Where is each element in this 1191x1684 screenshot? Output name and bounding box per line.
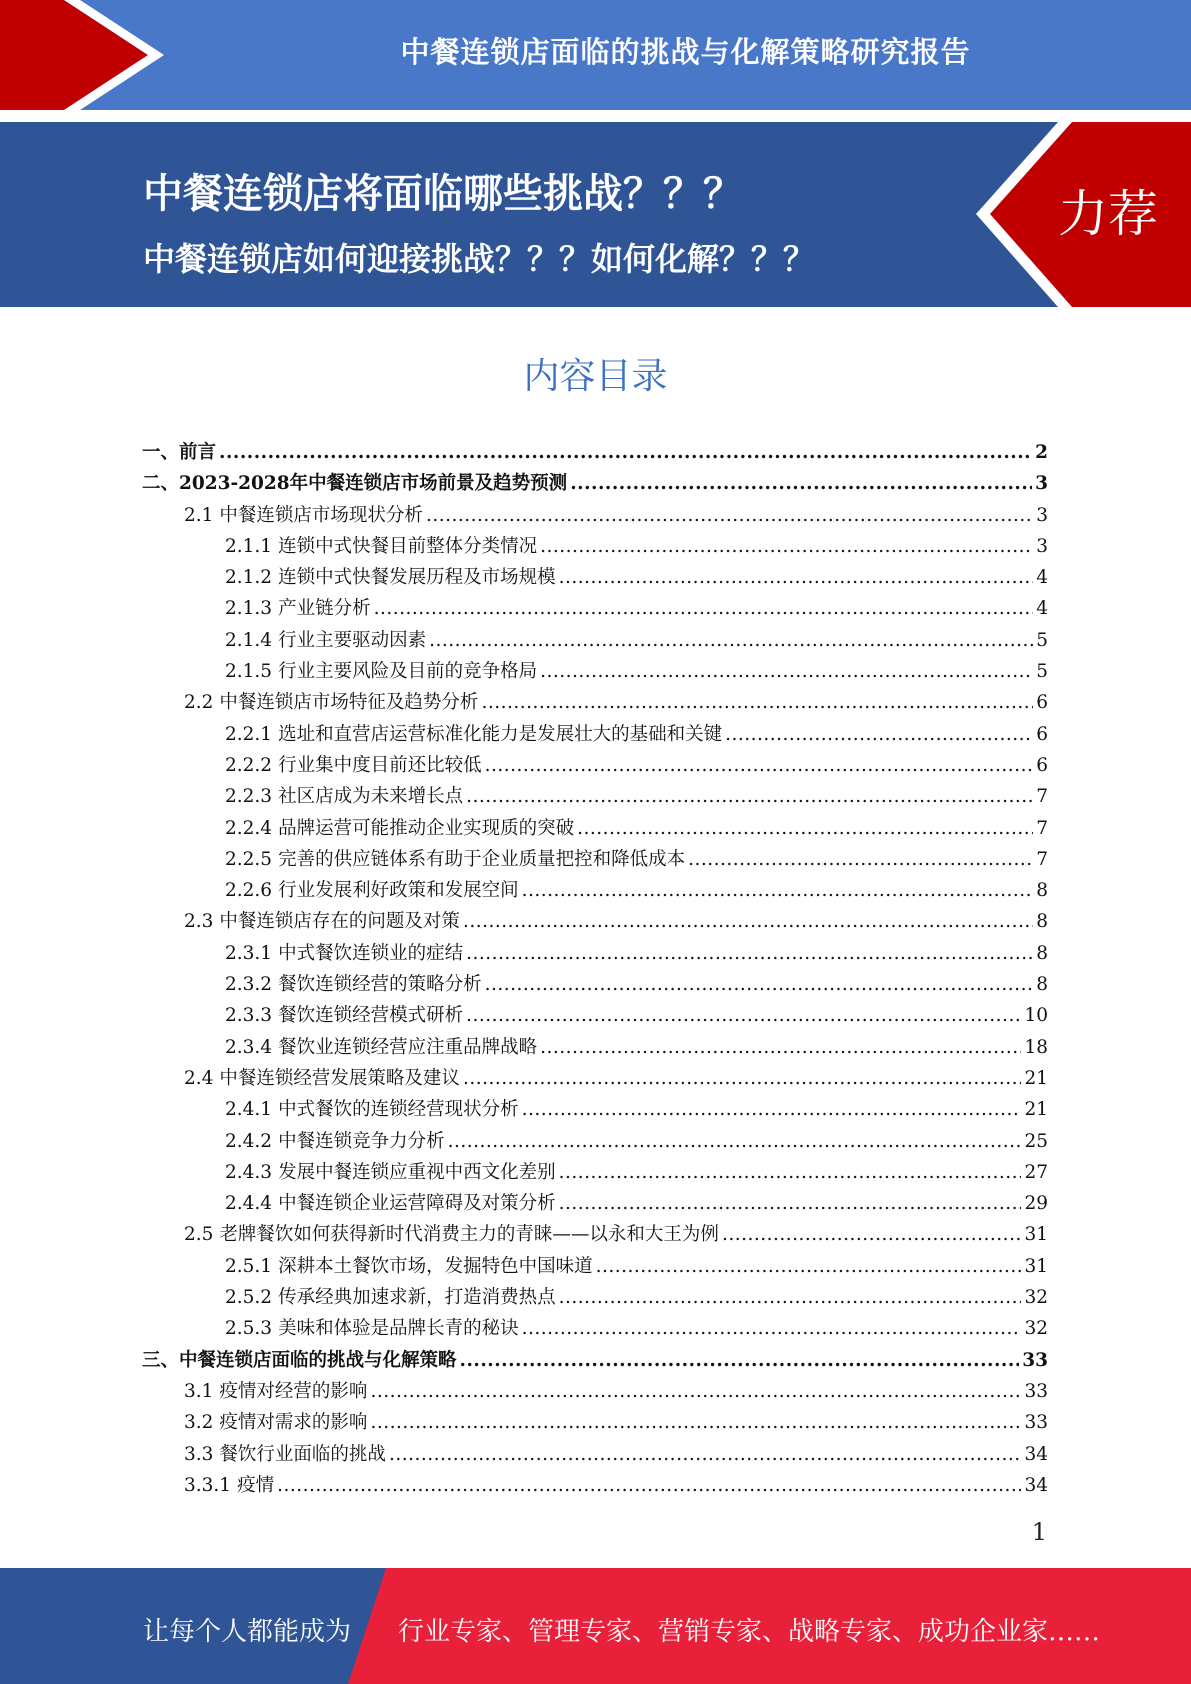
- toc-entry-number: 2.5.1: [225, 1255, 273, 1277]
- toc-entry-label: 餐饮连锁经营模式研析: [278, 1005, 464, 1027]
- toc-leader-dots: [448, 1126, 1022, 1157]
- toc-leader-dots: [559, 562, 1034, 593]
- toc-list: [142, 437, 1048, 1501]
- toc-entry-number: 2.5.3: [225, 1318, 273, 1340]
- toc-leader-dots: [429, 625, 1033, 656]
- toc-entry-label: 餐饮行业面临的挑战: [219, 1443, 386, 1465]
- toc-entry-number: 2.4.3: [225, 1161, 273, 1183]
- toc-entry-page: 33: [1024, 1412, 1048, 1434]
- toc-entry[interactable]: [142, 1126, 1048, 1157]
- toc-entry-label: 连锁中式快餐发展历程及市场规模: [278, 567, 556, 589]
- toc-entry-page: 32: [1024, 1318, 1048, 1340]
- toc-entry[interactable]: [142, 1251, 1048, 1282]
- toc-entry-label: 中餐连锁店存在的问题及对策: [219, 911, 460, 933]
- toc-entry-page: 31: [1024, 1255, 1048, 1277]
- toc-entry-label: 中餐连锁经营发展策略及建议: [219, 1067, 460, 1089]
- toc-entry-number: 2.2.5: [225, 848, 273, 870]
- toc-entry-number: 2.3.2: [225, 974, 273, 996]
- toc-entry-label: 中式餐饮连锁业的症结: [278, 942, 464, 964]
- toc-entry-page: 33: [1024, 1380, 1048, 1402]
- toc-entry-page: 29: [1024, 1193, 1048, 1215]
- toc-entry[interactable]: [142, 875, 1048, 906]
- toc-leader-dots: [540, 656, 1033, 687]
- hero-question-1: 中餐连锁店将面临哪些挑战？？？: [143, 171, 743, 217]
- toc-entry-page: 5: [1036, 629, 1048, 651]
- toc-entry-number: 2.3.3: [225, 1005, 273, 1027]
- toc-entry-label: 完善的供应链体系有助于企业质量把控和降低成本: [278, 848, 686, 870]
- toc-entry-label: 中餐连锁店面临的挑战与化解策略: [179, 1349, 457, 1371]
- toc-entry-label: 中式餐饮的连锁经营现状分析: [278, 1099, 519, 1121]
- toc-entry[interactable]: [142, 1157, 1048, 1188]
- toc-entry[interactable]: [142, 938, 1048, 969]
- toc-entry-page: 4: [1036, 598, 1048, 620]
- toc-entry-label: 美味和体验是品牌长青的秘诀: [278, 1318, 519, 1340]
- toc-entry[interactable]: [142, 1407, 1048, 1438]
- toc-leader-dots: [370, 1376, 1021, 1407]
- toc-entry[interactable]: [142, 1094, 1048, 1125]
- toc-leader-dots: [370, 1407, 1021, 1438]
- hero-banner: [0, 122, 1191, 307]
- toc-entry[interactable]: [142, 1470, 1048, 1501]
- toc-entry[interactable]: [142, 468, 1048, 499]
- toc-leader-dots: [485, 969, 1034, 1000]
- toc-entry-page: 7: [1036, 786, 1048, 808]
- toc-leader-dots: [277, 1470, 1021, 1501]
- toc-entry[interactable]: [142, 593, 1048, 624]
- toc-leader-dots: [522, 1094, 1022, 1125]
- toc-entry-page: 18: [1024, 1036, 1048, 1058]
- toc-entry[interactable]: [142, 750, 1048, 781]
- toc-entry-number: 3.1: [184, 1380, 214, 1402]
- toc-entry-number: 3.2: [184, 1412, 214, 1434]
- toc-entry-page: 7: [1036, 817, 1048, 839]
- toc-entry-number: 2.3.1: [225, 942, 273, 964]
- toc-entry-page: 6: [1036, 754, 1048, 776]
- toc-leader-dots: [481, 687, 1033, 718]
- toc-entry[interactable]: [142, 781, 1048, 812]
- toc-leader-dots: [522, 1313, 1022, 1344]
- toc-entry-label: 行业主要驱动因素: [278, 629, 427, 651]
- toc-entry-label: 传承经典加速求新，打造消费热点: [278, 1287, 556, 1309]
- footer-banner: [0, 1568, 1191, 1684]
- toc-entry-number: 3.3.1: [184, 1474, 232, 1496]
- toc-entry-label: 餐饮业连锁经营应注重品牌战略: [278, 1036, 538, 1058]
- toc-entry-number: 2.1.5: [225, 661, 273, 683]
- toc-leader-dots: [559, 1188, 1022, 1219]
- toc-entry-label: 深耕本土餐饮市场，发掘特色中国味道: [278, 1255, 593, 1277]
- toc-entry-number: 2.4: [184, 1067, 214, 1089]
- toc-entry-label: 餐饮连锁经营的策略分析: [278, 974, 482, 996]
- toc-leader-dots: [559, 1282, 1022, 1313]
- toc-entry[interactable]: [142, 1282, 1048, 1313]
- toc-entry-number: 二、: [142, 473, 180, 495]
- toc-leader-dots: [460, 1345, 1020, 1376]
- toc-entry-page: 8: [1036, 942, 1048, 964]
- toc-entry-number: 三、: [142, 1349, 180, 1371]
- footer-slogan-right: 行业专家、管理专家、营销专家、战略专家、成功企业家……: [398, 1617, 1101, 1647]
- toc-entry-page: 34: [1024, 1474, 1048, 1496]
- toc-entry[interactable]: [142, 531, 1048, 562]
- toc-leader-dots: [485, 750, 1034, 781]
- toc-entry-page: 3: [1036, 535, 1048, 557]
- toc-entry-label: 疫情: [237, 1474, 275, 1496]
- toc-entry-page: 8: [1036, 880, 1048, 902]
- toc-entry[interactable]: [142, 437, 1048, 468]
- toc-leader-dots: [466, 938, 1033, 969]
- toc-entry-number: 2.1.2: [225, 567, 273, 589]
- toc-entry-number: 2.4.4: [225, 1193, 273, 1215]
- toc-entry-page: 6: [1036, 692, 1048, 714]
- toc-entry-label: 老牌餐饮如何获得新时代消费主力的青睐——以永和大王为例: [219, 1224, 719, 1246]
- toc-entry-label: 中餐连锁企业运营障碍及对策分析: [278, 1193, 556, 1215]
- toc-title: 内容目录: [523, 356, 668, 397]
- toc-entry[interactable]: [142, 1439, 1048, 1470]
- toc-entry-label: 产业链分析: [278, 598, 371, 620]
- toc-entry-label: 疫情对经营的影响: [219, 1380, 368, 1402]
- toc-entry[interactable]: [142, 1063, 1048, 1094]
- toc-leader-dots: [522, 875, 1034, 906]
- toc-entry-page: 34: [1024, 1443, 1048, 1465]
- toc-entry-label: 选址和直营店运营标准化能力是发展壮大的基础和关键: [278, 723, 723, 745]
- toc-entry-page: 25: [1024, 1130, 1048, 1152]
- toc-leader-dots: [725, 719, 1033, 750]
- toc-entry-page: 5: [1036, 661, 1048, 683]
- toc-entry-label: 行业集中度目前还比较低: [278, 754, 482, 776]
- toc-entry[interactable]: [142, 906, 1048, 937]
- toc-entry-number: 2.5: [184, 1224, 214, 1246]
- toc-entry-label: 品牌运营可能推动企业实现质的突破: [278, 817, 575, 839]
- toc-entry-label: 2023-2028年中餐连锁店市场前景及趋势预测: [179, 473, 568, 495]
- toc-entry-page: 3: [1035, 473, 1048, 495]
- toc-entry-number: 2.4.2: [225, 1130, 273, 1152]
- toc-entry-label: 行业发展利好政策和发展空间: [278, 880, 519, 902]
- toc-leader-dots: [389, 1439, 1022, 1470]
- toc-leader-dots: [596, 1251, 1022, 1282]
- toc-entry-number: 2.2.6: [225, 880, 273, 902]
- toc-leader-dots: [374, 593, 1034, 624]
- toc-entry[interactable]: [142, 1345, 1048, 1376]
- toc-entry-number: 一、: [142, 442, 180, 463]
- toc-leader-dots: [722, 1219, 1022, 1250]
- toc-entry-label: 社区店成为未来增长点: [278, 786, 464, 808]
- toc-leader-dots: [540, 1032, 1021, 1063]
- toc-leader-dots: [688, 844, 1033, 875]
- toc-entry-number: 2.1: [184, 504, 214, 526]
- toc-entry-page: 21: [1024, 1099, 1048, 1121]
- toc-entry-number: 2.1.4: [225, 629, 273, 651]
- toc-entry-page: 8: [1036, 974, 1048, 996]
- toc-entry-label: 连锁中式快餐目前整体分类情况: [278, 535, 538, 557]
- toc-entry[interactable]: [142, 1032, 1048, 1063]
- toc-entry[interactable]: [142, 656, 1048, 687]
- toc-entry[interactable]: [142, 969, 1048, 1000]
- toc-leader-dots: [540, 531, 1033, 562]
- toc-entry[interactable]: [142, 813, 1048, 844]
- toc-leader-dots: [559, 1157, 1022, 1188]
- toc-entry-number: 2.2.3: [225, 786, 273, 808]
- toc-leader-dots: [426, 500, 1033, 531]
- toc-entry-label: 中餐连锁竞争力分析: [278, 1130, 445, 1152]
- top-banner: [0, 0, 1191, 110]
- toc-entry[interactable]: [142, 687, 1048, 718]
- toc-entry[interactable]: [142, 1219, 1048, 1250]
- toc-entry-number: 2.2.1: [225, 723, 273, 745]
- toc-entry-page: 31: [1024, 1224, 1048, 1246]
- toc-leader-dots: [219, 437, 1032, 468]
- toc-entry[interactable]: [142, 500, 1048, 531]
- toc-entry-number: 2.2: [184, 692, 214, 714]
- toc-entry-number: 3.3: [184, 1443, 214, 1465]
- toc-entry-page: 32: [1024, 1287, 1048, 1309]
- toc-entry-number: 2.4.1: [225, 1099, 273, 1121]
- toc-entry-page: 4: [1036, 567, 1048, 589]
- page-number: 1: [1031, 1518, 1047, 1546]
- footer-slogan-left: 让每个人都能成为: [143, 1617, 352, 1647]
- toc-entry-page: 8: [1036, 911, 1048, 933]
- recommend-badge: 力荐: [1058, 185, 1158, 243]
- toc-leader-dots: [466, 1000, 1021, 1031]
- toc-entry-label: 行业主要风险及目前的竞争格局: [278, 661, 538, 683]
- toc-entry-number: 2.3.4: [225, 1036, 273, 1058]
- toc-entry-page: 10: [1024, 1005, 1048, 1027]
- toc-entry-label: 疫情对需求的影响: [219, 1412, 368, 1434]
- toc-leader-dots: [463, 906, 1033, 937]
- toc-entry[interactable]: [142, 844, 1048, 875]
- toc-entry-page: 7: [1036, 848, 1048, 870]
- toc-entry-page: 6: [1036, 723, 1048, 745]
- toc-entry-page: 2: [1035, 442, 1048, 463]
- toc-entry-page: 3: [1036, 504, 1048, 526]
- toc-entry-number: 2.1.3: [225, 598, 273, 620]
- toc-leader-dots: [577, 813, 1033, 844]
- toc-entry[interactable]: [142, 1313, 1048, 1344]
- toc-entry-number: 2.1.1: [225, 535, 273, 557]
- toc-entry-page: 21: [1024, 1067, 1048, 1089]
- toc-entry[interactable]: [142, 1376, 1048, 1407]
- toc-entry[interactable]: [142, 719, 1048, 750]
- toc-entry-label: 发展中餐连锁应重视中西文化差别: [278, 1161, 556, 1183]
- toc-leader-dots: [570, 468, 1032, 499]
- toc-entry-page: 27: [1024, 1161, 1048, 1183]
- report-title: 中餐连锁店面临的挑战与化解策略研究报告: [400, 34, 971, 69]
- toc-entry[interactable]: [142, 1188, 1048, 1219]
- hero-question-2: 中餐连锁店如何迎接挑战？？？如何化解？？？: [143, 240, 816, 278]
- toc-entry-number: 2.5.2: [225, 1287, 273, 1309]
- toc-leader-dots: [463, 1063, 1022, 1094]
- toc-entry[interactable]: [142, 1000, 1048, 1031]
- toc-entry[interactable]: [142, 625, 1048, 656]
- toc-entry-page: 33: [1022, 1349, 1048, 1371]
- toc-leader-dots: [466, 781, 1033, 812]
- toc-entry-label: 中餐连锁店市场现状分析: [219, 504, 423, 526]
- toc-entry-number: 2.3: [184, 911, 214, 933]
- toc-entry-number: 2.2.4: [225, 817, 273, 839]
- toc-entry-label: 前言: [179, 442, 217, 463]
- toc-entry-number: 2.2.2: [225, 754, 273, 776]
- toc-entry-label: 中餐连锁店市场特征及趋势分析: [219, 692, 479, 714]
- toc-entry[interactable]: [142, 562, 1048, 593]
